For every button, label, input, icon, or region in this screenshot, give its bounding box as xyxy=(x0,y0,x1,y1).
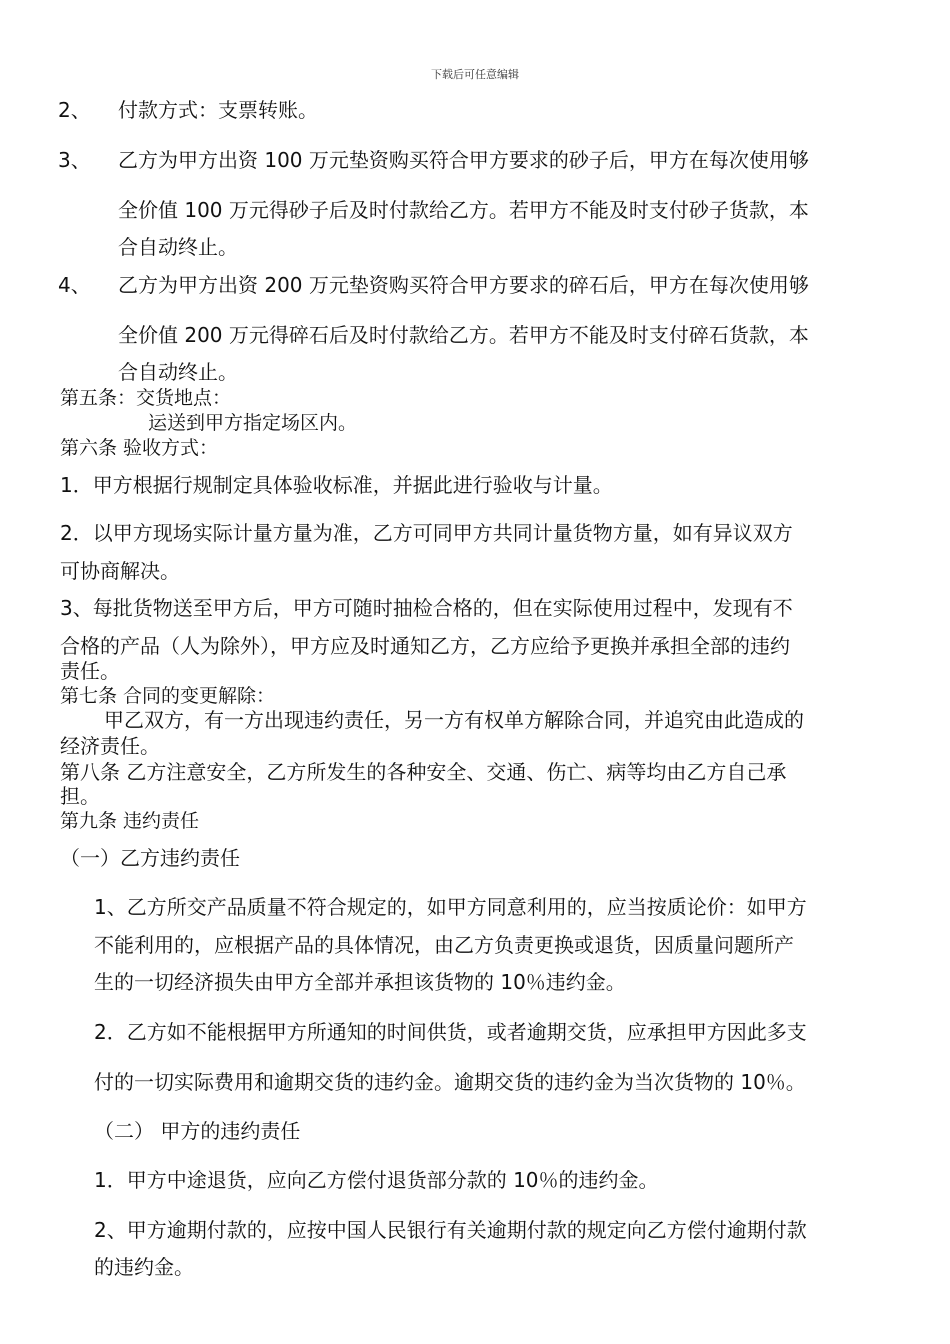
item-3-line-2: 全价值 100 万元得砂子后及时付款给乙方。若甲方不能及时支付砂子货款，本 xyxy=(118,198,809,222)
section-2-title: （二） 甲方的违约责任 xyxy=(94,1119,301,1143)
item-4-number: 4、 xyxy=(58,273,91,297)
article-8-line-1: 第八条 乙方注意安全，乙方所发生的各种安全、交通、伤亡、病等均由乙方自己承 xyxy=(60,760,787,784)
article-6-p3-line-3: 责任。 xyxy=(60,659,120,683)
section-1-p1-line-3: 生的一切经济损失由甲方全部并承担该货物的 10％违约金。 xyxy=(94,970,626,994)
section-2-p1: 1．甲方中途退货，应向乙方偿付退货部分款的 10％的违约金。 xyxy=(94,1168,659,1192)
section-1-title: （一）乙方违约责任 xyxy=(60,846,240,870)
section-1-p1-line-2: 不能利用的，应根据产品的具体情况，由乙方负责更换或退货，因质量问题所产 xyxy=(94,933,794,957)
item-2-text: 付款方式：支票转账。 xyxy=(118,98,318,122)
article-6-p3-line-1: 3、每批货物送至甲方后，甲方可随时抽检合格的，但在实际使用过程中，发现有不 xyxy=(60,596,793,620)
section-1-p1-line-1: 1、乙方所交产品质量不符合规定的，如甲方同意利用的，应当按质论价：如甲方 xyxy=(94,895,807,919)
article-6-p2-line-2: 可协商解决。 xyxy=(60,559,180,583)
item-2-number: 2、 xyxy=(58,98,91,122)
article-5-body: 运送到甲方指定场区内。 xyxy=(148,412,358,434)
section-2-p2-line-2: 的违约金。 xyxy=(94,1255,194,1279)
article-7-body-line-2: 经济责任。 xyxy=(60,734,160,758)
item-4-line-3: 合自动终止。 xyxy=(118,360,238,384)
item-3-line-3: 合自动终止。 xyxy=(118,235,238,259)
section-1-p2-line-2: 付的一切实际费用和逾期交货的违约金。逾期交货的违约金为当次货物的 10％。 xyxy=(94,1070,806,1094)
article-8-line-2: 担。 xyxy=(60,784,100,808)
item-4-line-1: 乙方为甲方出资 200 万元垫资购买符合甲方要求的碎石后，甲方在每次使用够 xyxy=(118,273,809,297)
article-6-p2-line-1: 2．以甲方现场实际计量方量为准，乙方可同甲方共同计量货物方量，如有异议双方 xyxy=(60,521,793,545)
article-6-title: 第六条 验收方式： xyxy=(60,437,219,459)
section-2-p2-line-1: 2、甲方逾期付款的，应按中国人民银行有关逾期付款的规定向乙方偿付逾期付款 xyxy=(94,1218,807,1242)
article-9-title: 第九条 违约责任 xyxy=(60,810,200,832)
page-header: 下载后可任意编辑 xyxy=(431,68,519,81)
article-6-p3-line-2: 合格的产品（人为除外），甲方应及时通知乙方，乙方应给予更换并承担全部的违约 xyxy=(60,634,790,658)
item-3-number: 3、 xyxy=(58,148,91,172)
article-7-body-line-1: 甲乙双方，有一方出现违约责任，另一方有权单方解除合同，并追究由此造成的 xyxy=(104,708,804,732)
item-3-line-1: 乙方为甲方出资 100 万元垫资购买符合甲方要求的砂子后，甲方在每次使用够 xyxy=(118,148,809,172)
item-4-line-2: 全价值 200 万元得碎石后及时付款给乙方。若甲方不能及时支付碎石货款，本 xyxy=(118,323,809,347)
section-1-p2-line-1: 2．乙方如不能根据甲方所通知的时间供货，或者逾期交货，应承担甲方因此多支 xyxy=(94,1020,807,1044)
article-7-title: 第七条 合同的变更解除： xyxy=(60,685,276,707)
article-5-title: 第五条：交货地点： xyxy=(60,387,232,409)
article-6-p1: 1．甲方根据行规制定具体验收标准，并据此进行验收与计量。 xyxy=(60,473,613,497)
